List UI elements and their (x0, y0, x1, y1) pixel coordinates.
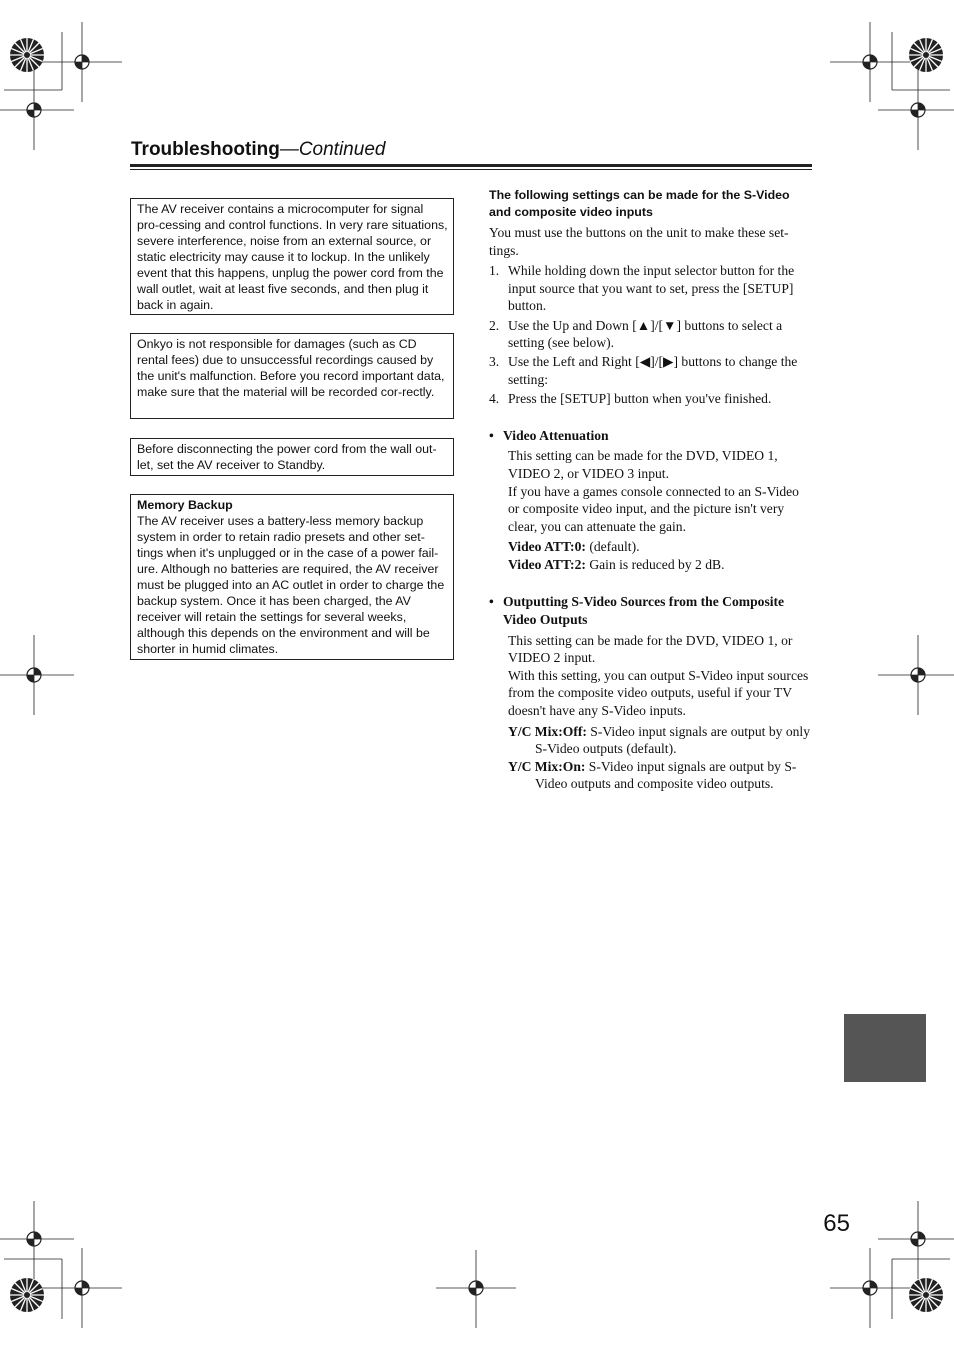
settings-section (489, 187, 813, 793)
video-attenuation-title: Video Attenuation (503, 427, 609, 443)
note-box-memory-backup (130, 494, 454, 660)
ycmix-on-option (489, 758, 813, 793)
ycmix-off-label: Y/C Mix:Off: (508, 723, 587, 739)
video-attenuation-para2: If you have a games console connected to an S-Video or composite video input, and the picture isn't very clear, you can attenuate the gain. (508, 483, 799, 534)
ycmix-title: Outputting S-Video Sources from the Composite Video Outputs (503, 594, 785, 628)
step-item (489, 390, 813, 408)
step-text: Use the Left and Right [◀]/[▶] buttons to change the setting: (508, 354, 798, 387)
ycmix-on-text: S-Video input signals are output by S-Video outputs and composite video outputs. (535, 758, 797, 792)
ycmix-heading (489, 593, 813, 628)
ycmix-on-label: Y/C Mix:On: (508, 758, 586, 774)
note-box-microcomputer (130, 198, 454, 315)
ycmix-off-text: S-Video input signals are output by only S-Video outputs (default). (535, 723, 810, 757)
step-item (489, 353, 813, 388)
header-title: Troubleshooting (131, 139, 280, 160)
step-text: Press the [SETUP] button when you've finished. (508, 391, 772, 407)
step-text: While holding down the input selector button for the input source that you want to set, press the [SETUP] button. (508, 263, 795, 314)
registration-mark-mid-right (874, 630, 954, 720)
registration-mark-bottom-center (436, 1250, 516, 1340)
settings-heading: The following settings can be made for the S-Video and composite video inputs (489, 188, 790, 219)
step-item (489, 317, 813, 352)
video-attenuation-section (489, 427, 813, 574)
ycmix-para1: This setting can be made for the DVD, VIDEO 1, or VIDEO 2 input. (508, 632, 793, 666)
video-att-2-text: Gain is reduced by 2 dB. (585, 556, 725, 572)
step-number: 1. (489, 263, 500, 279)
video-att-0-label: Video ATT:0: (508, 539, 586, 555)
settings-intro: You must use the buttons on the unit to make these set-tings. (489, 225, 789, 258)
video-att-0-option (489, 538, 813, 556)
video-att-0-text: (default). (585, 539, 640, 555)
settings-steps (489, 262, 813, 408)
memory-backup-text: The AV receiver uses a battery-less memory backup system in order to retain radio presets and other set-tings when it's unplugged or in the case of a power fail-ure. Although no batteries are required, the AV receiver must be plugged into an AC outlet in order to charge the backup system. Once it has been charged, the AV receiver will retain the settings for several weeks, although this depends on the environment and will be shorter in humid climates. (137, 514, 445, 656)
bullet-icon: • (489, 427, 494, 443)
ycmix-off-option (489, 723, 813, 758)
video-attenuation-para1: This setting can be made for the DVD, VIDEO 1, VIDEO 2, or VIDEO 3 input. (508, 448, 778, 481)
registration-mark-top-right (824, 0, 954, 150)
video-attenuation-heading (489, 427, 813, 445)
note-microcomputer-text: The AV receiver contains a microcomputer for signal pro-cessing and control functions. In very rare situations, severe interference, noise from an external source, or static electricity may cause it to lockup. In the unlikely event that this happens, unplug the power cord from the wall outlet, wait at least five seconds, and then plug it back in again. (137, 202, 448, 312)
section-side-tab (844, 1014, 926, 1082)
header-rule-thick (130, 164, 812, 167)
registration-mark-bottom-left (0, 1201, 130, 1351)
video-att-2-label: Video ATT:2: (508, 556, 586, 572)
step-number: 3. (489, 354, 500, 370)
step-number: 2. (489, 317, 500, 333)
memory-backup-title: Memory Backup (137, 498, 233, 512)
registration-mark-mid-left (0, 630, 80, 720)
note-box-standby (130, 438, 454, 476)
video-att-2-option (489, 556, 813, 574)
note-disclaimer-text: Onkyo is not responsible for damages (such as CD rental fees) due to unsuccessful recordings caused by the unit's malfunction. Before you record important data, make sure that the material will be recorded cor-rectly. (137, 337, 445, 399)
bullet-icon: • (489, 594, 494, 610)
step-item (489, 262, 813, 315)
registration-mark-top-left (0, 0, 130, 150)
step-text: Use the Up and Down [▲]/[▼] buttons to select a setting (see below). (508, 317, 783, 351)
ycmix-para2: With this setting, you can output S-Video input sources from the composite video outputs, useful if your TV doesn't have any S-Video inputs. (508, 667, 809, 719)
header-rule-thin (130, 169, 812, 170)
header-continued: —Continued (279, 139, 386, 160)
step-number: 4. (489, 391, 500, 407)
note-standby-text: Before disconnecting the power cord from the wall out-let, set the AV receiver to Standby. (137, 442, 437, 472)
ycmix-section (489, 593, 813, 793)
page-header (131, 139, 385, 161)
note-box-disclaimer (130, 333, 454, 419)
page-number: 65 (823, 1210, 850, 1237)
